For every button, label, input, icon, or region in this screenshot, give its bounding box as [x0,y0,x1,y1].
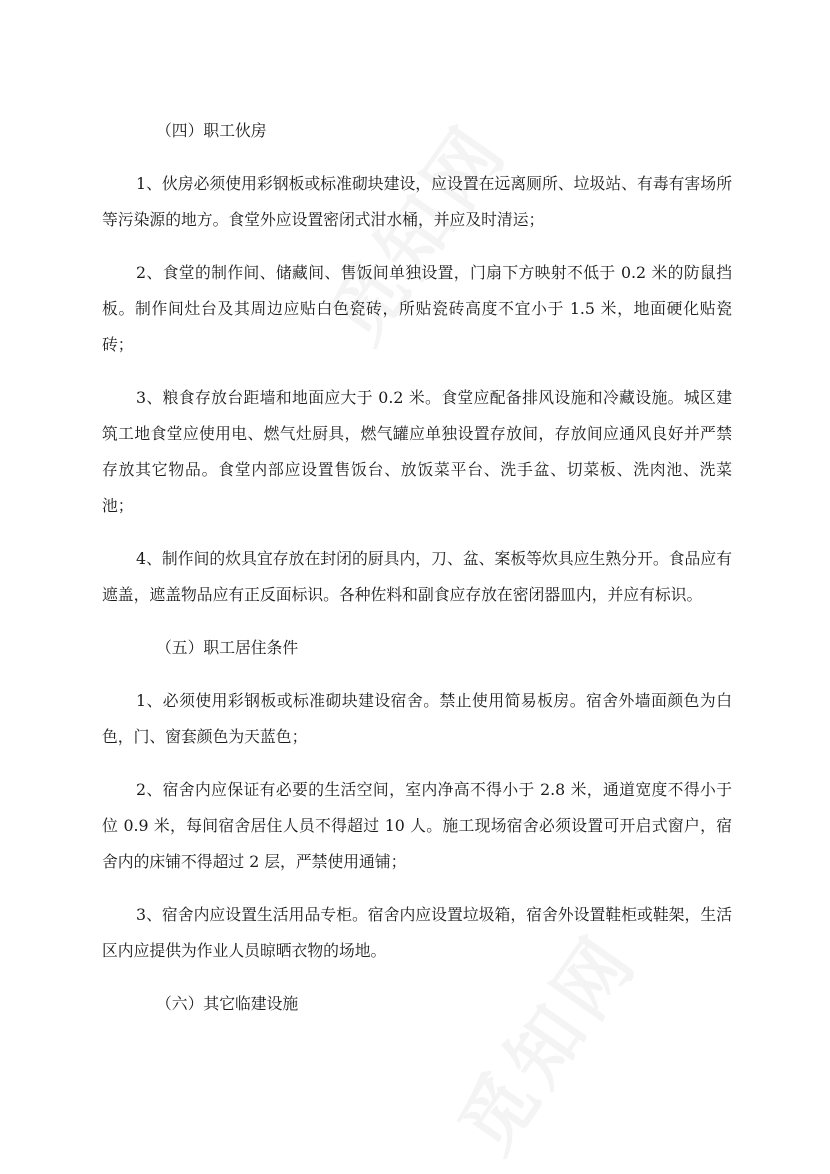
paragraph: 2、食堂的制作间、储藏间、售饭间单独设置，门扇下方映射不低于 0.2 米的防鼠挡板。制作间灶台及其周边应贴白色瓷砖，所贴瓷砖高度不宜小于 1.5 米，地面硬化贴瓷砖； [102,263,732,354]
paragraph: 2、宿舍内应保证有必要的生活空间，室内净高不得小于 2.8 米，通道宽度不得小于位 0.9 米，每间宿舍居住人员不得超过 10 人。施工现场宿舍必须设置可开启式窗户，宿舍内的床铺不得超过 2 层，严禁使用通铺； [102,780,732,871]
paragraph: 4、制作间的炊具宜存放在封闭的厨具内，刀、盆、案板等炊具应生熟分开。食品应有遮盖，遮盖物品应有正反面标识。各种佐料和副食应存放在密闭器皿内，并应有标识。 [102,549,732,604]
paragraph: 1、伙房必须使用彩钢板或标准砌块建设，应设置在远离厕所、垃圾站、有毒有害场所等污染源的地方。食堂外应设置密闭式泔水桶，并应及时清运； [102,174,732,229]
section-heading-6: （六）其它临建设施 [156,994,299,1013]
paragraph: 3、粮食存放台距墙和地面应大于 0.2 米。食堂应配备排风设施和冷藏设施。城区建筑工地食堂应使用电、燃气灶厨具，燃气罐应单独设置存放间，存放间应通风良好并严禁存放其它物品。食堂内部应设置售饭台、放饭菜平台、洗手盆、切菜板、洗肉池、洗菜池； [102,388,732,515]
section-heading-5: （五）职工居住条件 [156,638,299,657]
paragraph: 3、宿舍内应设置生活用品专柜。宿舍内应设置垃圾箱，宿舍外设置鞋柜或鞋架，生活区内应提供为作业人员晾晒衣物的场地。 [102,905,732,960]
paragraph: 1、必须使用彩钢板或标准砌块建设宿舍。禁止使用简易板房。宿舍外墙面颜色为白色，门、窗套颜色为天蓝色； [102,691,732,746]
section-heading-4: （四）职工伙房 [156,121,267,140]
document-body [102,113,732,1039]
